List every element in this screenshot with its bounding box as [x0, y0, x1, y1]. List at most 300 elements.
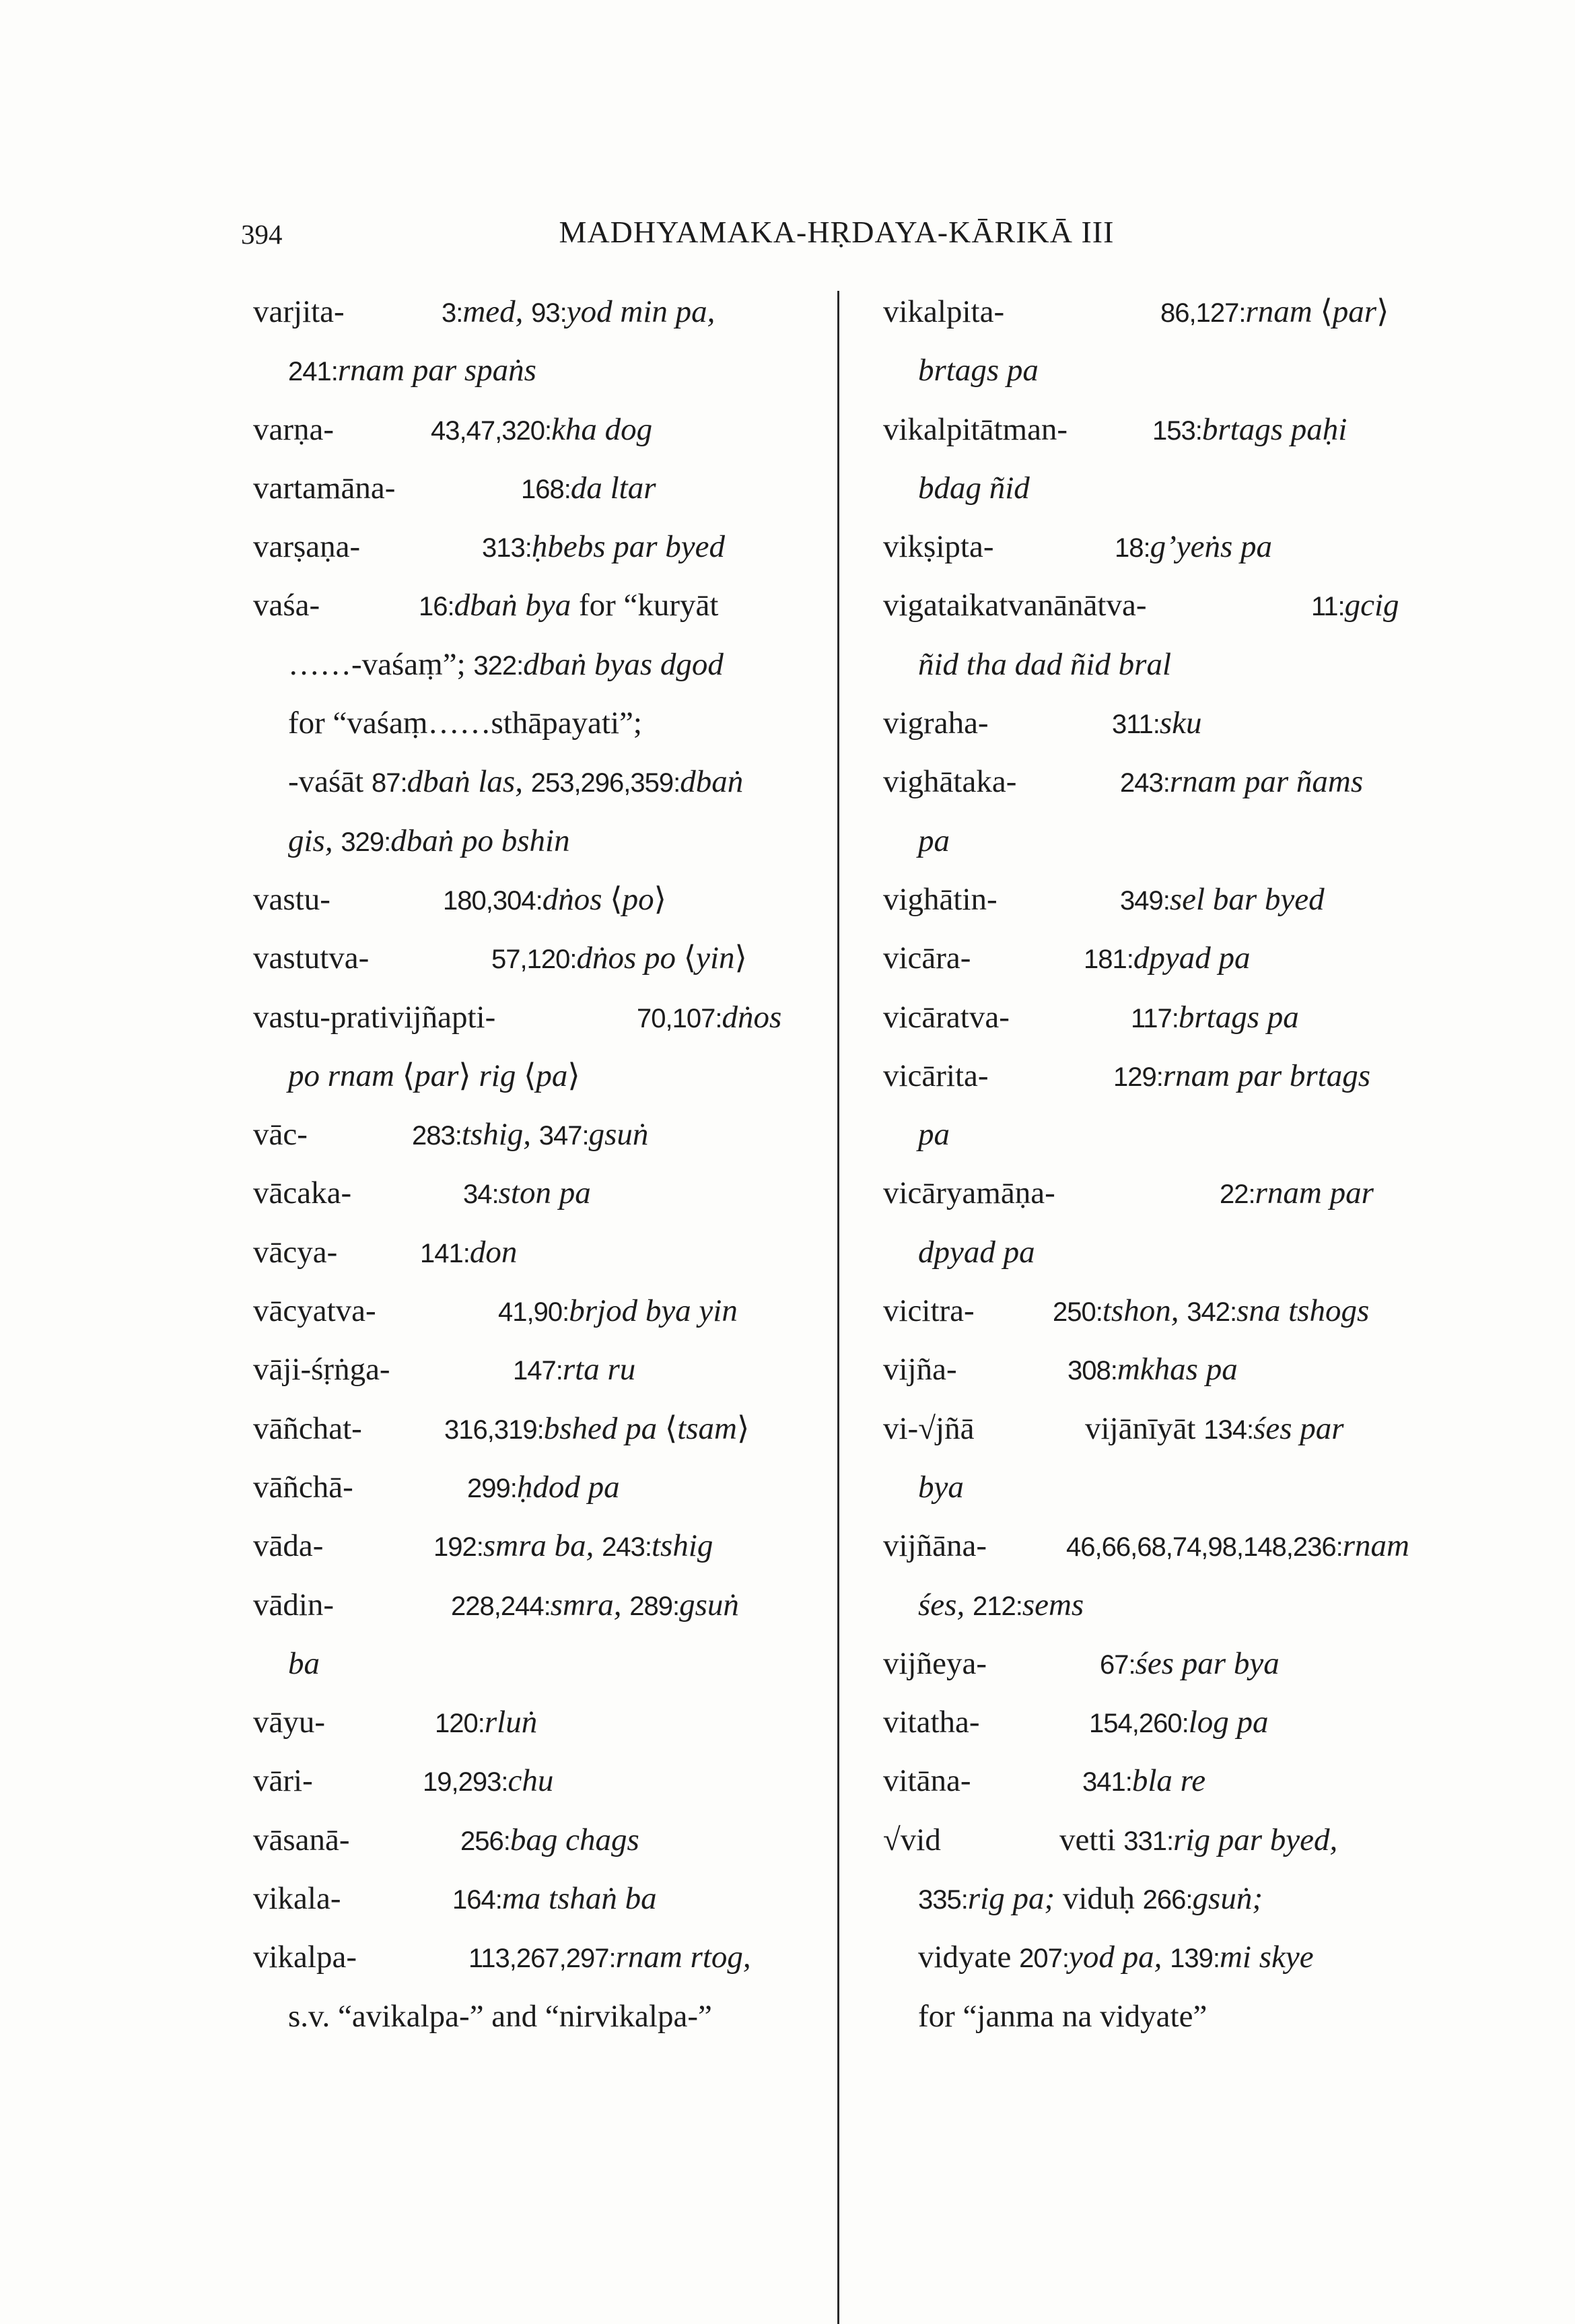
verse-reference: 243: — [1120, 768, 1170, 798]
column-divider — [837, 291, 839, 2324]
entry-references — [433, 1517, 713, 1577]
verse-reference: 256: — [460, 1826, 510, 1856]
index-entry — [253, 1576, 792, 1635]
verse-reference: 243: — [602, 1532, 652, 1563]
headword: vastu-prativijñapti- — [253, 999, 496, 1035]
tibetan-equivalent: yod min pa, — [566, 294, 715, 329]
tibetan-equivalent: bla re — [1131, 1763, 1206, 1799]
headword: vicitra- — [883, 1293, 975, 1329]
verse-reference: 86,127: — [1160, 298, 1246, 328]
verse-reference: 22: — [1220, 1180, 1255, 1210]
index-entry — [253, 459, 792, 518]
index-entry — [883, 576, 1435, 635]
verse-reference: 335: — [918, 1885, 968, 1915]
verse-reference: 316,319: — [444, 1414, 544, 1445]
note-text: ⟨ — [683, 941, 697, 976]
entry-references — [1115, 518, 1272, 578]
tibetan-equivalent: dpyad pa — [918, 1234, 1035, 1270]
note-text: ⟩ — [737, 1410, 750, 1446]
tibetan-equivalent: chu — [508, 1763, 554, 1799]
entry-continuation-line — [883, 1576, 1435, 1635]
verse-reference: 212: — [972, 1591, 1022, 1621]
entry-references — [918, 636, 1171, 694]
entry-references — [1112, 694, 1202, 754]
index-entry — [253, 401, 792, 459]
entry-references — [482, 518, 725, 578]
tibetan-equivalent: ba — [288, 1645, 320, 1681]
tibetan-equivalent: brtags pa — [1178, 999, 1299, 1035]
headword: vicāratva- — [883, 999, 1010, 1035]
headword: vastu- — [253, 881, 330, 917]
headword: vikalpa- — [253, 1940, 357, 1975]
entry-references — [1068, 1340, 1238, 1400]
headword: vastutva- — [253, 941, 370, 976]
entry-continuation-line — [883, 1458, 1435, 1517]
entry-references — [288, 1047, 580, 1105]
note-text: vijānīyāt — [1085, 1410, 1204, 1446]
entry-references — [1084, 929, 1250, 989]
tibetan-equivalent: med, — [462, 294, 532, 329]
entry-references — [1120, 753, 1363, 813]
verse-reference: 311: — [1112, 710, 1160, 740]
entry-references — [918, 459, 1030, 518]
entry-continuation-line — [883, 1987, 1435, 2046]
entry-references — [444, 1400, 749, 1460]
index-entry — [883, 870, 1435, 929]
entry-references — [288, 341, 536, 401]
tibetan-equivalent: dbaṅ byas dgod — [523, 646, 724, 682]
entry-references — [288, 812, 570, 872]
tibetan-equivalent: ston pa — [498, 1175, 591, 1211]
running-title: MADHYAMAKA-HṚDAYA-KĀRIKĀ III — [559, 215, 1115, 249]
entry-continuation-line — [253, 1987, 792, 2046]
headword: vāda- — [253, 1528, 324, 1564]
tibetan-equivalent: pa — [536, 1058, 568, 1093]
tibetan-equivalent: gsuṅ — [679, 1587, 739, 1622]
index-entry — [253, 1223, 792, 1282]
entry-references — [1113, 1047, 1370, 1107]
verse-reference: 41,90: — [498, 1297, 569, 1328]
entry-references — [637, 988, 781, 1048]
entry-references — [288, 636, 724, 695]
verse-reference: 168: — [521, 474, 571, 504]
tibetan-equivalent: rnam par ñams — [1169, 764, 1364, 800]
index-entry — [253, 1105, 792, 1164]
index-entry — [883, 1164, 1435, 1223]
verse-reference: 154,260: — [1089, 1709, 1189, 1739]
headword: vaśa- — [253, 588, 320, 623]
tibetan-equivalent: g’yeṅs pa — [1150, 529, 1273, 565]
entry-references — [1160, 283, 1389, 343]
entry-references — [918, 1870, 1263, 1929]
index-entry — [883, 283, 1435, 341]
entry-references — [521, 459, 656, 519]
tibetan-equivalent: smra ba, — [483, 1528, 602, 1564]
tibetan-equivalent: par — [1332, 294, 1377, 329]
entry-continuation-line — [253, 636, 792, 694]
headword: vācya- — [253, 1234, 338, 1270]
tibetan-equivalent: rnam — [1245, 294, 1321, 329]
index-entry — [883, 1693, 1435, 1752]
entry-references — [1131, 988, 1299, 1048]
index-entry — [253, 283, 792, 341]
entry-references — [918, 1928, 1314, 1988]
note-text: s.v. “avikalpa-” and “nirvikalpa-” — [288, 1998, 712, 2034]
verse-reference: 241: — [288, 357, 338, 387]
verse-reference: 3: — [442, 298, 463, 328]
verse-reference: 11: — [1311, 592, 1345, 622]
tibetan-equivalent: dbaṅ — [680, 764, 744, 800]
verse-reference: 19,293: — [423, 1767, 508, 1798]
verse-reference: 329: — [341, 827, 391, 857]
entry-continuation-line — [253, 694, 792, 753]
index-entry — [253, 1752, 792, 1810]
note-text: ……-vaśaṃ”; — [288, 646, 474, 682]
entry-references — [288, 694, 642, 753]
index-entry — [883, 753, 1435, 811]
verse-reference: 349: — [1120, 885, 1170, 916]
tibetan-equivalent: dbaṅ bya — [454, 588, 571, 623]
verse-reference: 308: — [1068, 1356, 1117, 1386]
tibetan-equivalent: sna tshogs — [1236, 1293, 1370, 1329]
tibetan-equivalent: sel bar byed — [1169, 881, 1325, 917]
tibetan-equivalent: rig pa; — [967, 1881, 1063, 1917]
headword: vijñāna- — [883, 1528, 987, 1564]
entry-references — [498, 1282, 738, 1342]
tibetan-equivalent: par — [415, 1058, 459, 1093]
verse-reference: 57,120: — [491, 945, 577, 975]
verse-reference: 139: — [1170, 1944, 1220, 1974]
entry-references — [452, 1870, 657, 1929]
entry-references — [288, 1987, 712, 2046]
verse-reference: 34: — [463, 1180, 499, 1210]
entry-references — [918, 1223, 1035, 1282]
index-entry — [883, 1811, 1435, 1870]
verse-reference: 153: — [1152, 415, 1202, 446]
entry-references — [467, 1458, 620, 1518]
tibetan-equivalent: śes par bya — [1135, 1645, 1280, 1681]
tibetan-equivalent: tsam — [677, 1410, 737, 1446]
verse-reference: 46,66,68,74,98,148,236: — [1066, 1532, 1343, 1563]
entry-references — [918, 1987, 1207, 2046]
entry-references — [463, 1164, 591, 1224]
entry-references — [918, 341, 1039, 400]
index-entry — [883, 1340, 1435, 1399]
verse-reference: 266: — [1142, 1885, 1193, 1915]
verse-reference: 289: — [629, 1591, 680, 1621]
index-entry — [253, 518, 792, 576]
verse-reference: 228,244: — [451, 1591, 551, 1621]
verse-reference: 113,267,297: — [468, 1944, 616, 1974]
verse-reference: 129: — [1113, 1062, 1163, 1092]
page-header — [241, 214, 1432, 268]
entry-continuation-line — [883, 1223, 1435, 1282]
index-entry — [253, 1811, 792, 1870]
note-text: -vaśāt — [288, 764, 372, 800]
entry-references — [1220, 1164, 1374, 1224]
headword: vāñchā- — [253, 1469, 353, 1505]
right-column — [883, 283, 1435, 2046]
verse-reference: 134: — [1203, 1414, 1254, 1445]
tibetan-equivalent: dṅos po — [576, 941, 684, 976]
verse-reference: 322: — [473, 650, 524, 681]
note-text: ⟨ — [664, 1410, 678, 1446]
note-text: ⟩ — [458, 1058, 479, 1093]
index-entry — [253, 1282, 792, 1340]
tibetan-equivalent: mkhas pa — [1117, 1352, 1238, 1388]
entry-references — [1053, 1282, 1369, 1342]
entry-references — [918, 812, 950, 870]
tibetan-equivalent: kha dog — [551, 411, 653, 447]
index-entry — [883, 694, 1435, 753]
headword: vikala- — [253, 1881, 341, 1917]
tibetan-equivalent: gcig — [1344, 588, 1399, 623]
note-text: vetti — [1059, 1822, 1124, 1857]
headword: vikalpitātman- — [883, 411, 1068, 447]
tibetan-equivalent: da ltar — [570, 470, 656, 506]
index-entry — [253, 988, 792, 1047]
headword: vicāryamāṇa- — [883, 1175, 1055, 1211]
entry-references — [423, 1752, 553, 1812]
entry-continuation-line — [883, 1105, 1435, 1164]
note-text: ⟩ — [567, 1058, 580, 1093]
tibetan-equivalent: śes, — [918, 1587, 973, 1622]
headword: vigraha- — [883, 706, 989, 741]
tibetan-equivalent: pa — [918, 1117, 950, 1153]
entry-continuation-line — [883, 341, 1435, 400]
tibetan-equivalent: brtags paḥi — [1201, 411, 1348, 447]
note-text: for “kuryāt — [571, 588, 719, 623]
headword: vijña- — [883, 1352, 957, 1388]
verse-reference: 16: — [419, 592, 454, 622]
verse-reference: 141: — [420, 1238, 470, 1268]
tibetan-equivalent: mi skye — [1219, 1940, 1314, 1975]
entry-references — [1152, 401, 1347, 460]
verse-reference: 18: — [1115, 533, 1150, 563]
tibetan-equivalent: bshed pa — [543, 1410, 665, 1446]
headword: vikṣipta- — [883, 529, 994, 565]
headword: vicārita- — [883, 1058, 989, 1093]
tibetan-equivalent: po rnam — [288, 1058, 403, 1093]
entry-continuation-line — [253, 812, 792, 870]
entry-references — [451, 1576, 739, 1636]
verse-reference: 93: — [531, 298, 567, 328]
entry-continuation-line — [253, 1635, 792, 1693]
note-text: ⟩ — [1376, 294, 1389, 329]
tibetan-equivalent: ñid tha dad ñid bral — [918, 646, 1172, 682]
verse-reference: 164: — [452, 1885, 502, 1915]
tibetan-equivalent: bag chags — [510, 1822, 639, 1857]
tibetan-equivalent: smra, — [550, 1587, 630, 1622]
entry-continuation-line — [253, 753, 792, 811]
entry-references — [513, 1340, 635, 1400]
verse-reference: 253,296,359: — [530, 768, 680, 798]
index-entry — [883, 518, 1435, 576]
verse-reference: 299: — [467, 1473, 517, 1503]
headword: vāc- — [253, 1117, 308, 1153]
entry-references — [1120, 870, 1325, 930]
tibetan-equivalent: tshig, — [461, 1117, 539, 1153]
tibetan-equivalent: rluṅ — [484, 1705, 538, 1740]
headword: varṣaṇa- — [253, 529, 361, 565]
index-entry — [253, 576, 792, 635]
entry-references — [460, 1811, 639, 1871]
tibetan-equivalent: śes par — [1253, 1410, 1344, 1446]
tibetan-equivalent: dpyad pa — [1133, 941, 1251, 976]
tibetan-equivalent: dbaṅ po bshin — [390, 823, 570, 858]
tibetan-equivalent: bya — [918, 1469, 964, 1505]
index-entry — [253, 929, 792, 988]
index-entry — [883, 1400, 1435, 1458]
verse-reference: 313: — [482, 533, 532, 563]
index-entry — [253, 1458, 792, 1517]
note-text: viduḥ — [1062, 1881, 1143, 1917]
entry-references — [918, 1576, 1084, 1636]
entry-references — [431, 401, 652, 460]
verse-reference: 283: — [412, 1121, 462, 1151]
tibetan-equivalent: don — [469, 1234, 518, 1270]
index-entry — [253, 1340, 792, 1399]
tibetan-equivalent: sku — [1159, 706, 1202, 741]
left-column — [253, 283, 792, 2046]
note-text: vidyate — [918, 1940, 1020, 1975]
verse-reference: 120: — [435, 1709, 485, 1739]
headword: vācyatva- — [253, 1293, 376, 1329]
note-text: ⟩ — [654, 881, 666, 917]
tibetan-equivalent: rnam rtog, — [615, 1940, 751, 1975]
verse-reference: 87: — [371, 768, 407, 798]
tibetan-equivalent: dṅos — [722, 999, 782, 1035]
entry-references — [1059, 1811, 1337, 1871]
headword: vighātaka- — [883, 764, 1017, 800]
entry-continuation-line — [883, 459, 1435, 518]
tibetan-equivalent: rig par byed, — [1173, 1822, 1338, 1857]
headword: vi-√jñā — [883, 1410, 975, 1446]
headword: vicāra- — [883, 941, 971, 976]
entry-references — [491, 929, 747, 989]
entry-references — [1085, 1400, 1344, 1460]
tibetan-equivalent: ḥdod pa — [516, 1469, 620, 1505]
tibetan-equivalent: pa — [918, 823, 950, 858]
tibetan-equivalent: tshon, — [1102, 1293, 1187, 1329]
entry-references — [412, 1105, 648, 1165]
note-text: for “vaśaṃ……sthāpayati”; — [288, 706, 642, 741]
entry-references — [918, 1458, 964, 1517]
headword: √vid — [883, 1822, 941, 1857]
entry-references — [1311, 576, 1399, 636]
entry-continuation-line — [883, 812, 1435, 870]
tibetan-equivalent: rnam par brtags — [1162, 1058, 1371, 1093]
entry-continuation-line — [883, 1870, 1435, 1928]
tibetan-equivalent: bdag ñid — [918, 470, 1030, 506]
entry-continuation-line — [883, 636, 1435, 694]
tibetan-equivalent: rnam par — [1255, 1175, 1374, 1211]
entry-continuation-line — [253, 1047, 792, 1105]
tibetan-equivalent: tshig — [652, 1528, 713, 1564]
entry-references — [443, 870, 666, 930]
entry-references — [288, 753, 743, 813]
headword: varjita- — [253, 294, 345, 329]
headword: vartamāna- — [253, 470, 396, 506]
headword: vighātin- — [883, 881, 998, 917]
entry-references — [435, 1693, 537, 1753]
verse-reference: 341: — [1082, 1767, 1132, 1798]
tibetan-equivalent: dṅos — [542, 881, 610, 917]
tibetan-equivalent: yod pa, — [1068, 1940, 1170, 1975]
index-entry — [253, 1928, 792, 1987]
tibetan-equivalent: log pa — [1188, 1705, 1269, 1740]
tibetan-equivalent: brtags pa — [918, 353, 1039, 388]
verse-reference: 147: — [513, 1356, 563, 1386]
entry-continuation-line — [883, 1928, 1435, 1987]
tibetan-equivalent: po — [622, 881, 654, 917]
index-entry — [253, 870, 792, 929]
headword: vācaka- — [253, 1175, 352, 1211]
page-number: 394 — [241, 219, 283, 250]
entry-references — [1066, 1517, 1409, 1577]
verse-reference: 43,47,320: — [431, 415, 552, 446]
entry-references — [1089, 1693, 1269, 1753]
tibetan-equivalent: sems — [1022, 1587, 1084, 1622]
tibetan-equivalent: dbaṅ las, — [407, 764, 531, 800]
verse-reference: 250: — [1053, 1297, 1102, 1328]
headword: vikalpita- — [883, 294, 1005, 329]
entry-references — [419, 576, 718, 636]
verse-reference: 192: — [433, 1532, 483, 1563]
headword: vāyu- — [253, 1705, 326, 1740]
note-text: ⟩ — [734, 941, 747, 976]
index-entry — [883, 988, 1435, 1047]
index-entry — [883, 1282, 1435, 1340]
entry-references — [288, 1635, 320, 1693]
headword: vigataikatvanānātva- — [883, 588, 1147, 623]
index-entry — [253, 1517, 792, 1575]
entry-references — [420, 1223, 517, 1283]
index-entry — [883, 1047, 1435, 1105]
headword: vāri- — [253, 1763, 313, 1799]
tibetan-equivalent: ḥbebs par byed — [531, 529, 726, 565]
headword: varṇa- — [253, 411, 335, 447]
entry-continuation-line — [253, 341, 792, 400]
verse-reference: 347: — [538, 1121, 589, 1151]
verse-reference: 331: — [1123, 1826, 1174, 1856]
tibetan-equivalent: gsuṅ; — [1192, 1881, 1263, 1917]
tibetan-equivalent: rnam — [1342, 1528, 1409, 1564]
entry-references — [442, 283, 715, 343]
headword: vitatha- — [883, 1705, 980, 1740]
index-entry — [253, 1870, 792, 1928]
entry-references — [1100, 1635, 1280, 1695]
entry-references — [1082, 1752, 1205, 1812]
index-entry — [253, 1693, 792, 1752]
index-entry — [883, 1635, 1435, 1693]
tibetan-equivalent: yin — [696, 941, 735, 976]
headword: vāñchat- — [253, 1410, 362, 1446]
tibetan-equivalent: brjod bya yin — [569, 1293, 738, 1329]
verse-reference: 117: — [1131, 1003, 1179, 1033]
headword: vāji-śṛṅga- — [253, 1352, 390, 1388]
verse-reference: 181: — [1084, 945, 1133, 975]
verse-reference: 67: — [1100, 1649, 1135, 1680]
headword: vādin- — [253, 1587, 335, 1622]
entry-references — [468, 1928, 751, 1988]
verse-reference: 207: — [1019, 1944, 1069, 1974]
tibetan-equivalent: rig — [479, 1058, 524, 1093]
entry-references — [918, 1105, 950, 1164]
index-entry — [253, 1400, 792, 1458]
headword: vāsanā- — [253, 1822, 350, 1857]
tibetan-equivalent: gis, — [288, 823, 341, 858]
